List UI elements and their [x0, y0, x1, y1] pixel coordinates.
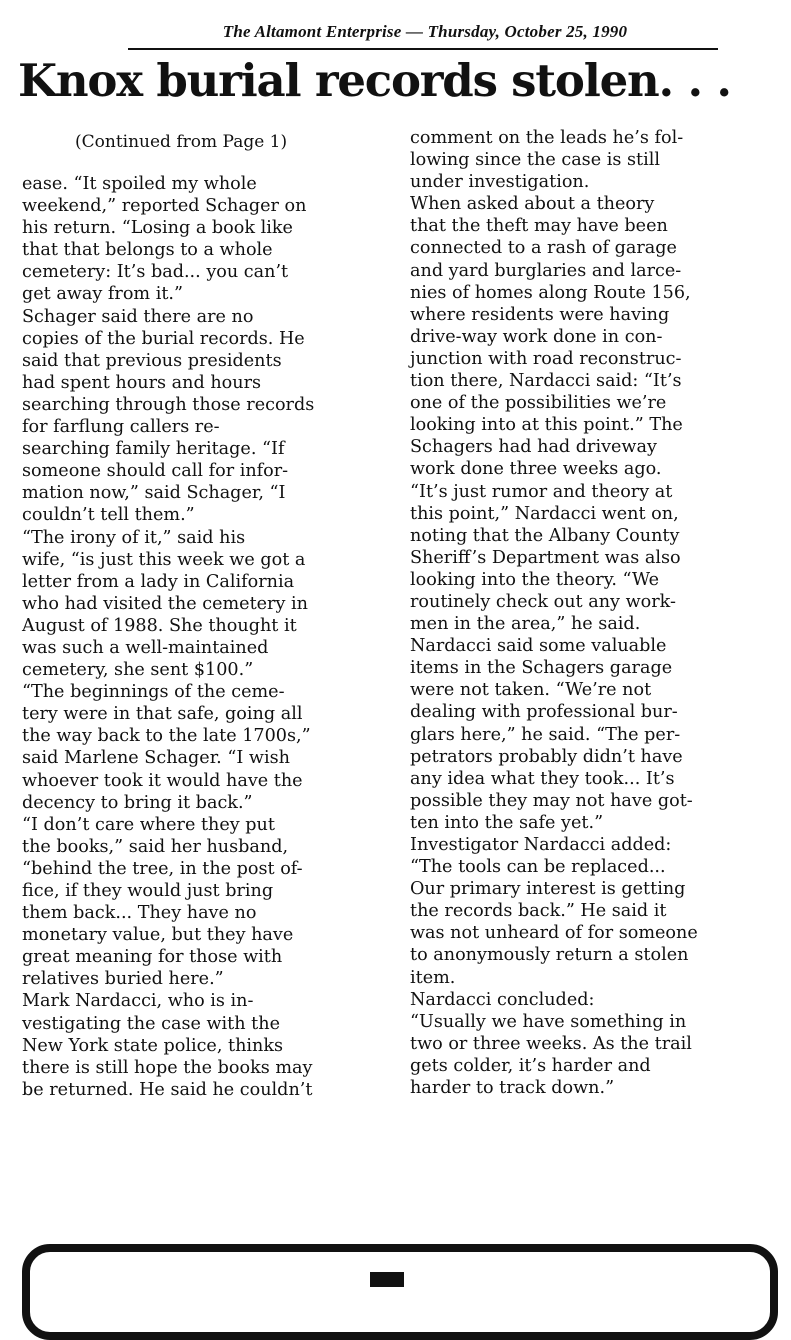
text-line: junction with road reconstruc- [410, 348, 682, 369]
text-line: looking into at this point.” The [410, 415, 683, 436]
text-line: was such a well-maintained [22, 637, 269, 658]
text-line: tion there, Nardacci said: “It’s [410, 371, 682, 392]
text-line: monetary value, but they have [22, 925, 294, 946]
text-line: Nardacci said some valuable [410, 636, 667, 657]
text-line: whoever took it would have the [22, 770, 303, 791]
text-line: items in the Schagers garage [410, 658, 673, 679]
text-line: August of 1988. She thought it [22, 615, 297, 636]
text-line: “behind the tree, in the post of- [22, 858, 303, 879]
text-line: relatives buried here.” [22, 969, 224, 990]
next-article-tab [370, 1272, 404, 1287]
text-line: ten into the safe yet.” [410, 812, 604, 833]
text-line: Investigator Nardacci added: [410, 835, 672, 855]
text-line: possible they may not have got- [410, 790, 693, 811]
text-line: searching family heritage. “If [22, 439, 285, 460]
text-line: couldn’t tell them.” [22, 505, 195, 526]
text-line: get away from it.” [22, 284, 183, 305]
text-line: nies of homes along Route 156, [410, 282, 691, 303]
text-line: When asked about a theory [410, 194, 655, 215]
text-line: someone should call for infor- [22, 461, 289, 482]
text-line: petrators probably didn’t have [410, 746, 683, 767]
text-line: Our primary interest is getting [410, 879, 686, 900]
text-line: vestigating the case with the [22, 1013, 280, 1034]
text-line: harder to track down.” [410, 1078, 615, 1099]
text-line: cemetery: It’s bad... you can’t [22, 262, 289, 283]
text-line: the way back to the late 1700s,” [22, 726, 311, 747]
text-line: there is still hope the books may [22, 1057, 313, 1078]
text-line: fice, if they would just bring [22, 881, 274, 901]
text-line: New York state police, thinks [22, 1035, 284, 1056]
masthead: The Altamont Enterprise — Thursday, October 25, 1990 [222, 22, 628, 41]
text-line: men in the area,” he said. [410, 614, 641, 635]
text-line: and yard burglaries and larce- [410, 260, 682, 281]
text-line: “The irony of it,” said his [22, 527, 246, 548]
text-line: Schagers had had driveway [410, 437, 657, 458]
text-line: noting that the Albany County [410, 525, 680, 546]
text-line: gets colder, it’s harder and [410, 1055, 651, 1076]
text-line: glars here,” he said. “The per- [410, 724, 681, 745]
text-line: be returned. He said he couldn’t [22, 1079, 313, 1100]
text-line: routinely check out any work- [410, 591, 676, 612]
text-line: connected to a rash of garage [410, 238, 677, 259]
text-line: cemetery, she sent $100.” [22, 660, 254, 681]
text-line: lowing since the case is still [410, 150, 660, 171]
text-line: comment on the leads he’s fol- [410, 128, 684, 148]
left-column [22, 124, 384, 1101]
text-line: weekend,” reported Schager on [22, 196, 307, 217]
text-line: his return. “Losing a book like [22, 218, 293, 239]
text-line: the books,” said her husband, [22, 836, 289, 857]
text-line: Mark Nardacci, who is in- [22, 991, 254, 1012]
text-line: looking into the theory. “We [410, 569, 660, 590]
text-line: copies of the burial records. He [22, 328, 305, 349]
continued-note: (Continued from Page 1) [75, 132, 288, 152]
text-line: tery were in that safe, going all [22, 704, 303, 725]
right-column [410, 127, 760, 1099]
text-line: the records back.” He said it [410, 901, 667, 922]
text-line: said that previous presidents [22, 350, 282, 371]
text-line: that the theft may have been [410, 216, 668, 237]
text-line: drive-way work done in con- [410, 326, 663, 347]
next-article-frame [22, 1244, 778, 1340]
text-line: one of the possibilities we’re [410, 393, 667, 414]
text-line: decency to bring it back.” [22, 792, 253, 813]
text-line: any idea what they took... It’s [410, 768, 675, 789]
text-line: under investigation. [410, 172, 590, 193]
text-line: had spent hours and hours [22, 372, 262, 393]
text-line: mation now,” said Schager, “I [22, 483, 286, 504]
masthead-rule [128, 48, 718, 50]
text-line: work done three weeks ago. [410, 459, 662, 480]
text-line: was not unheard of for someone [410, 923, 698, 944]
text-line: where residents were having [410, 304, 670, 325]
headline: Knox burial records stolen. . . [18, 54, 731, 107]
text-line: Nardacci concluded: [410, 989, 595, 1010]
text-line: “It’s just rumor and theory at [410, 481, 673, 502]
text-line: “The beginnings of the ceme- [22, 682, 285, 703]
text-line: ease. “It spoiled my whole [22, 174, 257, 194]
text-line: “The tools can be replaced... [410, 857, 666, 878]
text-line: “Usually we have something in [410, 1011, 687, 1032]
text-line: “I don’t care where they put [22, 814, 275, 835]
text-line: said Marlene Schager. “I wish [22, 748, 290, 769]
text-line: them back... They have no [22, 903, 257, 924]
text-line: searching through those records [22, 394, 315, 415]
text-line: letter from a lady in California [22, 571, 295, 592]
text-line: dealing with professional bur- [410, 702, 678, 723]
text-line: were not taken. “We’re not [410, 680, 652, 701]
text-line: who had visited the cemetery in [22, 593, 308, 614]
text-line: Schager said there are no [22, 306, 254, 327]
text-line: to anonymously return a stolen [410, 945, 689, 966]
text-line: great meaning for those with [22, 947, 283, 968]
text-line: two or three weeks. As the trail [410, 1033, 692, 1054]
text-line: for farflung callers re- [22, 417, 220, 438]
text-line: item. [410, 967, 456, 988]
text-line: Sheriff’s Department was also [410, 547, 681, 568]
text-line: this point,” Nardacci went on, [410, 503, 679, 524]
text-line: that that belongs to a whole [22, 240, 273, 261]
text-line: wife, “is just this week we got a [22, 549, 306, 570]
